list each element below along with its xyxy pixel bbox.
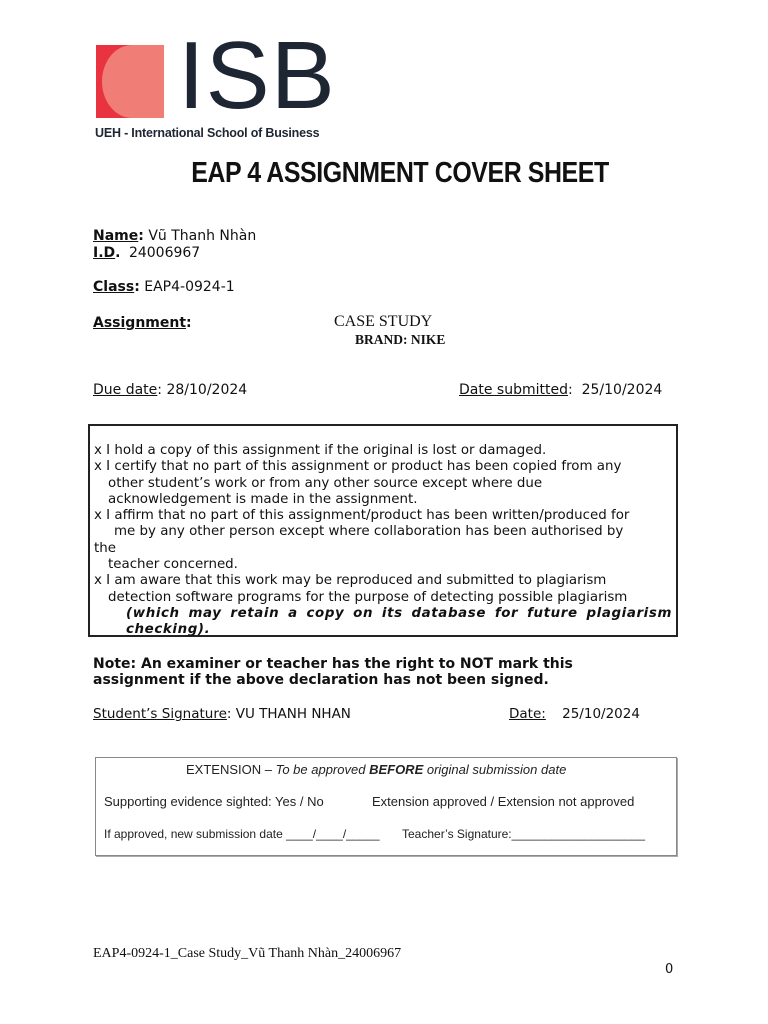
due-date-label: Due date <box>93 382 158 398</box>
class-label: Class <box>93 279 135 295</box>
name-value: Vũ Thanh Nhàn <box>148 228 257 244</box>
extension-heading <box>186 762 566 777</box>
student-signature-row: Student’s Signature: VU THANH NHAN <box>93 706 351 722</box>
extension-heading-italic: To be approved <box>275 762 370 777</box>
declaration-line: x I certify that no part of this assignment or product has been copied from any <box>94 459 622 475</box>
declaration-line: x I hold a copy of this assignment if the original is lost or damaged. <box>94 443 547 458</box>
class-row: Class: EAP4-0924-1 <box>93 279 235 295</box>
supporting-evidence: Supporting evidence sighted: Yes / No <box>104 794 324 809</box>
id-label: I.D <box>93 245 116 261</box>
declaration-line: x I am aware that this work may be reproduced and submitted to plagiarism <box>94 573 607 589</box>
due-date-value: 28/10/2024 <box>166 382 248 398</box>
note-line: Note: An examiner or teacher has the right to NOT mark this <box>93 656 573 672</box>
declaration-line: x I affirm that no part of this assignment/product has been written/produced for <box>94 508 630 524</box>
footer-filename: EAP4-0924-1_Case Study_Vũ Thanh Nhàn_24006967 <box>93 946 402 961</box>
declaration-line: me by any other person except where collaboration has been authorised by <box>114 524 624 540</box>
logo-text: ISB <box>178 22 336 129</box>
signature-date-value: 25/10/2024 <box>562 706 640 722</box>
assignment-brand: BRAND: NIKE <box>355 332 446 347</box>
new-submission-date: If approved, new submission date ____/____/_____ <box>104 827 380 841</box>
assignment-row: Assignment: <box>93 315 192 331</box>
signature-date-label: Date: <box>509 706 546 722</box>
assignment-label: Assignment <box>93 315 187 331</box>
student-signature-value: VU THANH NHAN <box>235 706 351 722</box>
declaration-line: the <box>94 540 116 556</box>
signature-date-row <box>509 706 640 722</box>
isb-logo-mark-icon <box>96 45 164 118</box>
extension-heading-bold: BEFORE <box>369 762 424 777</box>
assignment-title: CASE STUDY <box>334 313 433 330</box>
declaration-emphasis: (which may retain a copy on its database for future plagiarism checking). <box>126 605 672 638</box>
student-signature-label: Student’s Signature <box>93 706 227 722</box>
declaration-line: detection software programs for the purpose of detecting possible plagiarism <box>108 589 628 605</box>
id-row: I.D. 24006967 <box>93 245 201 261</box>
due-date-row: Due date: 28/10/2024 <box>93 382 248 398</box>
logo-subtitle: UEH - International School of Business <box>95 126 320 140</box>
extension-approved: Extension approved / Extension not approved <box>372 794 635 809</box>
name-label: Name <box>93 228 139 244</box>
declaration-line: teacher concerned. <box>108 557 238 573</box>
page-number: 0 <box>665 962 674 977</box>
class-value: EAP4-0924-1 <box>144 279 235 295</box>
declaration-line: acknowledgement is made in the assignment. <box>108 491 418 507</box>
note <box>93 656 573 688</box>
extension-heading-italic-end: original submission date <box>423 762 567 777</box>
teacher-signature: Teacher’s Signature:____________________ <box>402 827 646 841</box>
date-submitted-row: Date submitted: 25/10/2024 <box>459 382 663 398</box>
name-row: Name: Vũ Thanh Nhàn <box>93 228 257 244</box>
date-submitted-label: Date submitted <box>459 382 568 398</box>
date-submitted-value: 25/10/2024 <box>581 382 663 398</box>
id-value: 24006967 <box>128 245 201 261</box>
extension-box <box>95 757 677 856</box>
extension-heading-prefix: EXTENSION – <box>186 762 276 777</box>
note-line: assignment if the above declaration has not been signed. <box>93 672 549 688</box>
declaration-box <box>88 424 678 637</box>
page-title: EAP 4 ASSIGNMENT COVER SHEET <box>191 157 609 189</box>
declaration-line: other student’s work or from any other source except where due <box>108 475 543 491</box>
